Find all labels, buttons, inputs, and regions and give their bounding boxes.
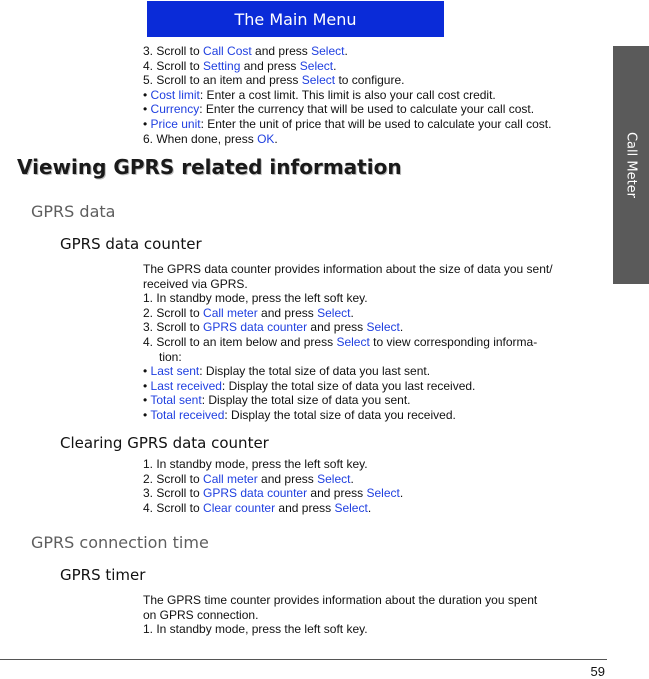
menu-term: Total sent bbox=[150, 393, 202, 408]
menu-term: GPRS data counter bbox=[203, 486, 308, 501]
topic-heading-clearing-counter: Clearing GPRS data counter bbox=[60, 434, 269, 452]
subsection-heading-gprs-data: GPRS data bbox=[31, 202, 116, 221]
menu-term: Last received bbox=[150, 378, 222, 393]
chapter-side-tab bbox=[613, 46, 649, 284]
footer-divider bbox=[0, 659, 607, 660]
bullet-line: • Total sent: Display the total size of data you sent. bbox=[143, 393, 411, 408]
intro-line: The GPRS time counter provides information about the duration you spent bbox=[143, 593, 538, 607]
menu-term: Call meter bbox=[203, 305, 258, 320]
menu-term: Call Cost bbox=[203, 44, 252, 58]
menu-term: Clear counter bbox=[203, 500, 276, 515]
menu-term: Select bbox=[317, 471, 351, 486]
menu-term: Select bbox=[336, 334, 370, 349]
menu-term: Setting bbox=[203, 58, 241, 73]
intro-line: on GPRS connection. bbox=[143, 607, 259, 622]
bullet-line: • Price unit: Enter the unit of price that will be used to calculate your call cost. bbox=[143, 116, 552, 131]
menu-term: Select bbox=[311, 44, 345, 58]
step-line: 4. Scroll to Setting and press Select. bbox=[143, 58, 337, 73]
bullet-line: • Total received: Display the total size of data you received. bbox=[143, 407, 456, 422]
step-line: 4. Scroll to an item below and press Select to view corresponding informa- bbox=[143, 334, 538, 349]
step-line: 4. Scroll to Clear counter and press Select. bbox=[143, 500, 372, 515]
menu-term: Select bbox=[366, 320, 400, 335]
menu-term: Last sent bbox=[150, 364, 200, 379]
section-title: Viewing GPRS related information bbox=[17, 155, 402, 179]
intro-line: received via GPRS. bbox=[143, 276, 248, 291]
step-line: 6. When done, press OK. bbox=[143, 131, 278, 146]
step-line: 1. In standby mode, press the left soft key. bbox=[143, 622, 368, 637]
gprs-timer-body bbox=[143, 593, 609, 637]
bullet-line: • Last received: Display the total size of data you last received. bbox=[143, 378, 476, 393]
step-line: 3. Scroll to Call Cost and press Select. bbox=[143, 44, 348, 58]
chapter-side-tab-label: Call Meter bbox=[623, 131, 639, 199]
menu-term: Select bbox=[299, 58, 334, 73]
menu-term: Price unit bbox=[150, 116, 201, 131]
page-header-title: The Main Menu bbox=[234, 9, 357, 29]
menu-term: Select bbox=[366, 486, 400, 501]
step-line: 2. Scroll to Call meter and press Select. bbox=[143, 471, 354, 486]
clearing-counter-body bbox=[143, 457, 609, 515]
menu-term: OK bbox=[257, 131, 275, 146]
subsection-heading-gprs-connection-time: GPRS connection time bbox=[31, 533, 209, 552]
menu-term: Select bbox=[301, 73, 336, 88]
step-line: 3. Scroll to GPRS data counter and press Select. bbox=[143, 486, 404, 501]
step-line: 1. In standby mode, press the left soft key. bbox=[143, 291, 368, 306]
step-line: 5. Scroll to an item and press Select to configure. bbox=[143, 73, 405, 88]
bullet-line: • Last sent: Display the total size of data you last sent. bbox=[143, 364, 431, 379]
top-steps bbox=[143, 44, 609, 146]
step-line: 2. Scroll to Call meter and press Select. bbox=[143, 305, 354, 320]
bullet-line: • Currency: Enter the currency that will be used to calculate your call cost. bbox=[143, 102, 535, 117]
page-header-banner bbox=[147, 1, 444, 37]
menu-term: Call meter bbox=[203, 471, 258, 486]
menu-term: Select bbox=[317, 305, 351, 320]
menu-term: Total received bbox=[150, 407, 225, 422]
menu-term: Cost limit bbox=[150, 87, 200, 102]
intro-line: The GPRS data counter provides information about the size of data you sent/ bbox=[143, 262, 553, 276]
step-line: 1. In standby mode, press the left soft key. bbox=[143, 457, 368, 471]
menu-term: Select bbox=[334, 500, 368, 515]
step-line-continued: tion: bbox=[159, 349, 182, 364]
step-line: 3. Scroll to GPRS data counter and press Select. bbox=[143, 320, 404, 335]
topic-heading-gprs-timer: GPRS timer bbox=[60, 566, 146, 584]
menu-term: Currency bbox=[150, 102, 200, 117]
menu-term: GPRS data counter bbox=[203, 320, 308, 335]
bullet-line: • Cost limit: Enter a cost limit. This limit is also your call cost credit. bbox=[143, 87, 496, 102]
page-number: 59 bbox=[590, 664, 605, 679]
gprs-data-counter-body bbox=[143, 262, 609, 423]
topic-heading-gprs-data-counter: GPRS data counter bbox=[60, 235, 202, 253]
